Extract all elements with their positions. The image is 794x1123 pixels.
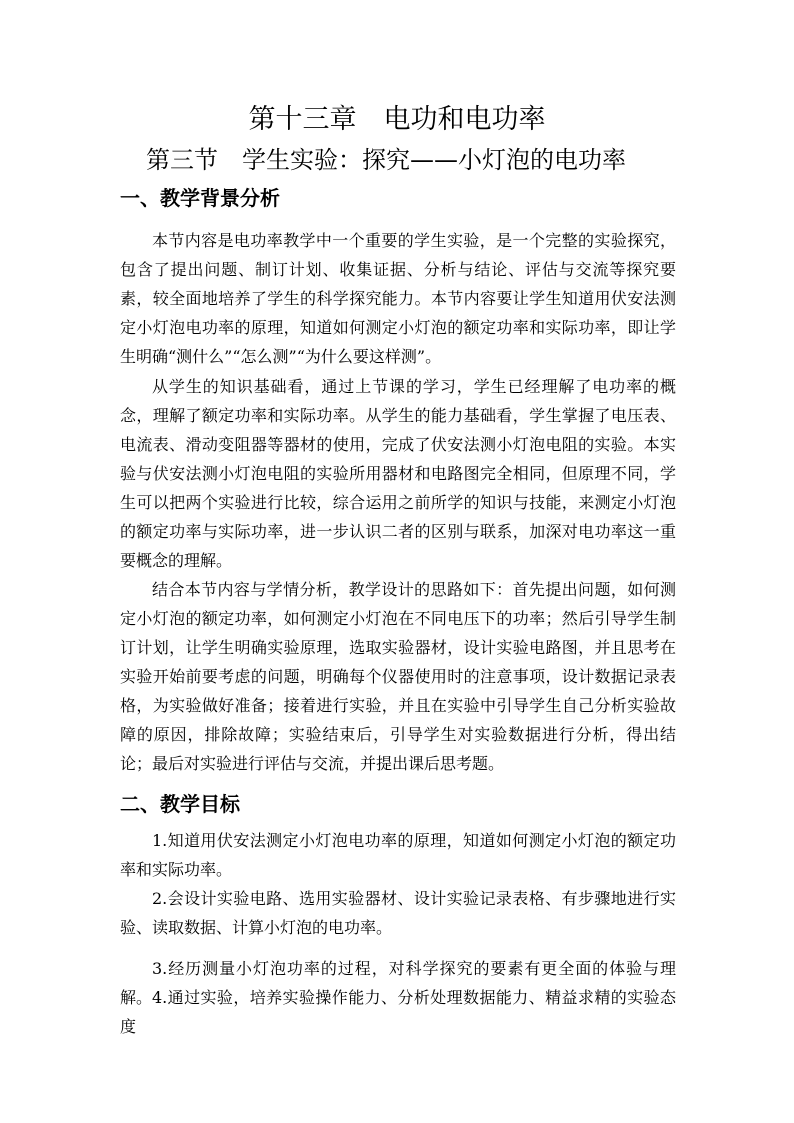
chapter-title: 第十三章 电功和电功率 <box>248 104 546 135</box>
background-paragraph: 本节内容是电功率教学中一个重要的学生实验，是一个完整的实验探究，包含了提出问题、制订计划、收集证据、分析与结论、评估与交流等探究要素，较全面地培养了学生的科学探究能力。本节内容要让学生知道用伏安法测定小灯泡电功率的原理，知道如何测定小灯泡的额定功率和实际功率，即让学生明确“测什么”“怎么测”“为什么要这样测”。 <box>120 231 676 366</box>
background-paragraph: 结合本节内容与学情分析，教学设计的思路如下：首先提出问题，如何测定小灯泡的额定功率，如何测定小灯泡在不同电压下的功率；然后引导学生制订计划，让学生明确实验原理，选取实验器材，设计实验电路图，并且思考在实验开始前要考虑的问题，明确每个仪器使用时的注意事项，设计数据记录表格，为实验做好准备；接着进行实验，并且在实验中引导学生自己分析实验故障的原因，排除故障；实验结束后，引导学生对实验数据进行分析，得出结论；最后对实验进行评估与交流，并提出课后思考题。 <box>120 580 676 773</box>
objective-item: 1.知道用伏安法测定小灯泡电功率的原理，知道如何测定小灯泡的额定功率和实际功率。 <box>120 831 676 879</box>
heading-teaching-objectives: 二、教学目标 <box>120 792 240 816</box>
objective-item: 3.经历测量小灯泡功率的过程，对科学探究的要素有更全面的体验与理解。 <box>120 959 676 1007</box>
section-title: 第三节 学生实验：探究——小灯泡的电功率 <box>146 146 626 174</box>
background-paragraph: 从学生的知识基础看，通过上节课的学习，学生已经理解了电功率的概念，理解了额定功率和实际功率。从学生的能力基础看，学生掌握了电压表、电流表、滑动变阻器等器材的使用，完成了伏安法测小灯泡电阻的实验。本实验与伏安法测小灯泡电阻的实验所用器材和电路图完全相同，但原理不同，学生可以把两个实验进行比较，综合运用之前所学的知识与技能，来测定小灯泡的额定功率与实际功率，进一步认识二者的区别与联系，加深对电功率这一重要概念的理解。 <box>120 377 676 570</box>
objective-item: 4.通过实验，培养实验操作能力、分析处理数据能力、精益求精的实验态度 <box>120 988 676 1036</box>
objective-item: 2.会设计实验电路、选用实验器材、设计实验记录表格、有步骤地进行实验、读取数据、计算小灯泡的电功率。 <box>120 889 676 937</box>
heading-teaching-background: 一、教学背景分析 <box>120 186 280 210</box>
